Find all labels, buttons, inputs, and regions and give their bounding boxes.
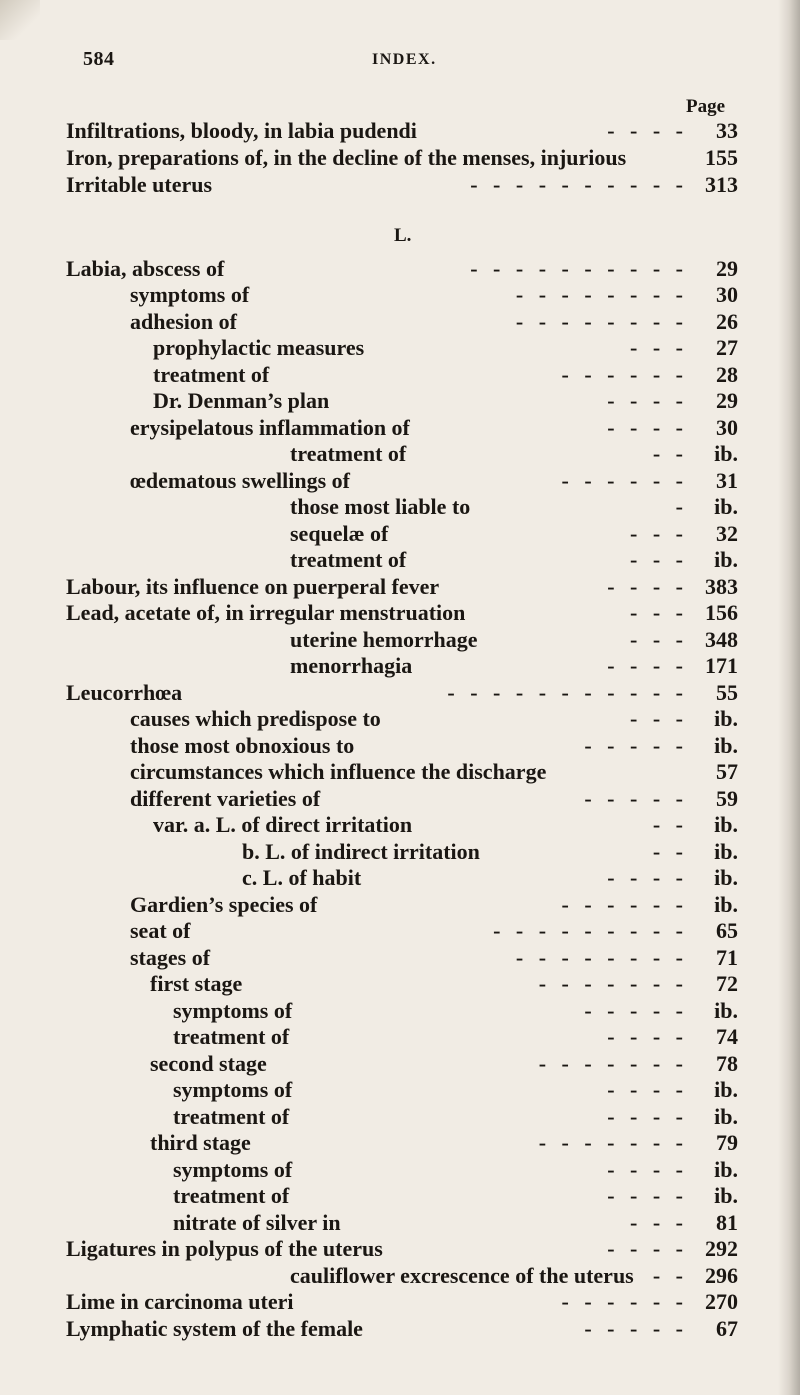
- entry-text: seat of: [130, 918, 191, 943]
- entry-page-number: 171: [705, 653, 738, 678]
- index-entry: [0, 945, 800, 971]
- index-entry: [0, 918, 800, 944]
- entry-text: sequelæ of: [290, 521, 389, 546]
- index-entry: [0, 971, 800, 997]
- index-entry: [0, 1157, 800, 1183]
- entry-text: Irritable uterus: [66, 172, 213, 197]
- entry-text: cauliflower excrescence of the uterus: [290, 1263, 634, 1288]
- entry-page-number: 57: [716, 759, 738, 784]
- entry-text: those most obnoxious to: [130, 733, 355, 758]
- entry-text: Labour, its influence on puerperal fever: [66, 574, 440, 599]
- entry-page-number: 74: [716, 1024, 738, 1049]
- index-entry: [0, 145, 800, 171]
- entry-text: c. L. of habit: [242, 865, 362, 890]
- dot-leader: - - -: [630, 335, 688, 360]
- entry-page-number: ib.: [714, 839, 738, 864]
- index-entry: [0, 786, 800, 812]
- dot-leader: - - - -: [607, 415, 688, 440]
- index-entry: [0, 653, 800, 679]
- entry-page-number: 71: [716, 945, 738, 970]
- entry-page-number: ib.: [714, 1104, 738, 1129]
- index-entry: [0, 415, 800, 441]
- index-entry: [0, 1130, 800, 1156]
- dot-leader: - - -: [630, 706, 688, 731]
- entry-page-number: 292: [705, 1236, 738, 1261]
- index-entry: [0, 812, 800, 838]
- dot-leader: - - - -: [607, 388, 688, 413]
- dot-leader: - -: [652, 1263, 688, 1288]
- dot-leader: - - - -: [607, 653, 688, 678]
- index-entry: [0, 998, 800, 1024]
- dot-leader: - - - - - - -: [538, 1130, 688, 1155]
- index-entry: [0, 1077, 800, 1103]
- entry-page-number: 67: [716, 1316, 738, 1341]
- entry-page-number: ib.: [714, 441, 738, 466]
- entry-page-number: ib.: [714, 1157, 738, 1182]
- entry-page-number: ib.: [714, 1183, 738, 1208]
- index-entry: [0, 1263, 800, 1289]
- index-entry: [0, 362, 800, 388]
- index-entry: [0, 1289, 800, 1315]
- index-entry: [0, 282, 800, 308]
- dot-leader: - - - -: [607, 865, 688, 890]
- entry-page-number: 313: [705, 172, 738, 197]
- page-column-label: Page: [686, 96, 726, 117]
- dot-leader: - - -: [630, 547, 688, 572]
- entry-page-number: ib.: [714, 494, 738, 519]
- dot-leader: -: [675, 494, 688, 519]
- index-entry: [0, 706, 800, 732]
- entry-page-number: ib.: [714, 706, 738, 731]
- entry-text: Leucorrhœa: [66, 680, 183, 705]
- index-entry: [0, 494, 800, 520]
- entry-page-number: 81: [716, 1210, 738, 1235]
- entry-text: uterine hemorrhage: [290, 627, 478, 652]
- entry-page-number: 156: [705, 600, 738, 625]
- index-entry: [0, 1051, 800, 1077]
- entry-text: causes which predispose to: [130, 706, 381, 731]
- dot-leader: - - - - - - - -: [515, 945, 688, 970]
- entry-page-number: 155: [705, 145, 738, 170]
- entry-page-number: 65: [716, 918, 738, 943]
- dot-leader: - - - - -: [584, 1316, 688, 1341]
- entry-page-number: 296: [705, 1263, 738, 1288]
- index-entry: [0, 256, 800, 282]
- index-entry: [0, 388, 800, 414]
- entry-page-number: 33: [716, 118, 738, 143]
- index-entry: [0, 733, 800, 759]
- entry-page-number: 32: [716, 521, 738, 546]
- entry-page-number: 30: [716, 282, 738, 307]
- entry-text: nitrate of silver in: [173, 1210, 341, 1235]
- entry-text: different varieties of: [130, 786, 321, 811]
- index-entry: [0, 759, 800, 785]
- entry-page-number: 27: [716, 335, 738, 360]
- index-entry: [0, 1104, 800, 1130]
- dot-leader: - - - - - - - - - -: [470, 256, 688, 281]
- index-entry: [0, 574, 800, 600]
- entry-text: treatment of: [173, 1104, 290, 1129]
- entry-text: Gardien’s species of: [130, 892, 318, 917]
- entry-text: Lymphatic system of the female: [66, 1316, 363, 1341]
- entry-page-number: 383: [705, 574, 738, 599]
- dot-leader: - -: [652, 441, 688, 466]
- section-letter: L.: [394, 225, 412, 246]
- entry-text: treatment of: [290, 441, 407, 466]
- entry-text: treatment of: [153, 362, 270, 387]
- entry-text: those most liable to: [290, 494, 471, 519]
- index-entry: [0, 627, 800, 653]
- entry-page-number: ib.: [714, 892, 738, 917]
- index-entry: [0, 1024, 800, 1050]
- index-entry: [0, 1183, 800, 1209]
- entry-page-number: ib.: [714, 812, 738, 837]
- entry-page-number: 26: [716, 309, 738, 334]
- dot-leader: - - - -: [607, 1157, 688, 1182]
- dot-leader: - - - -: [607, 1236, 688, 1261]
- dot-leader: - - - - - -: [561, 362, 688, 387]
- entry-text: treatment of: [173, 1024, 290, 1049]
- entry-page-number: ib.: [714, 733, 738, 758]
- entry-page-number: 72: [716, 971, 738, 996]
- entry-page-number: ib.: [714, 998, 738, 1023]
- index-entry: [0, 468, 800, 494]
- entry-text: b. L. of indirect irritation: [242, 839, 480, 864]
- index-entry: [0, 547, 800, 573]
- entry-page-number: 59: [716, 786, 738, 811]
- entry-text: Labia, abscess of: [66, 256, 225, 281]
- dot-leader: - - - - - - - -: [515, 282, 688, 307]
- entry-text: symptoms of: [173, 1157, 293, 1182]
- dot-leader: - - -: [630, 521, 688, 546]
- dot-leader: - - - -: [607, 1104, 688, 1129]
- running-head: INDEX.: [372, 51, 437, 68]
- entry-text: stages of: [130, 945, 211, 970]
- dot-leader: - - - - -: [584, 998, 688, 1023]
- entry-page-number: ib.: [714, 547, 738, 572]
- dot-leader: - - -: [630, 1210, 688, 1235]
- entry-text: Iron, preparations of, in the decline of the menses, injurious: [66, 145, 627, 170]
- dot-leader: - - - - - - - -: [515, 309, 688, 334]
- index-entry: [0, 1236, 800, 1262]
- dot-leader: - - - - - - - - - - -: [447, 680, 688, 705]
- entry-text: prophylactic measures: [153, 335, 365, 360]
- dot-leader: - - - -: [607, 1077, 688, 1102]
- index-entry: [0, 600, 800, 626]
- entry-page-number: ib.: [714, 1077, 738, 1102]
- entry-text: symptoms of: [173, 998, 293, 1023]
- entry-text: first stage: [150, 971, 243, 996]
- index-entry: [0, 1210, 800, 1236]
- dot-leader: - - - - - - - - -: [493, 918, 688, 943]
- entry-page-number: 28: [716, 362, 738, 387]
- dot-leader: - - - -: [607, 574, 688, 599]
- dot-leader: - - - - - - -: [538, 971, 688, 996]
- dot-leader: - -: [652, 839, 688, 864]
- entry-text: var. a. L. of direct irritation: [153, 812, 413, 837]
- index-entry: [0, 118, 800, 144]
- entry-page-number: 55: [716, 680, 738, 705]
- entry-text: circumstances which influence the discharge: [130, 759, 547, 784]
- entry-page-number: ib.: [714, 865, 738, 890]
- entry-text: œdematous swellings of: [130, 468, 351, 493]
- entry-text: erysipelatous inflammation of: [130, 415, 410, 440]
- entry-text: symptoms of: [173, 1077, 293, 1102]
- page-number: 584: [83, 48, 115, 70]
- entry-page-number: 30: [716, 415, 738, 440]
- dot-leader: - - - -: [607, 1183, 688, 1208]
- entry-text: second stage: [150, 1051, 267, 1076]
- entry-page-number: 79: [716, 1130, 738, 1155]
- index-entry: [0, 441, 800, 467]
- entry-page-number: 29: [716, 388, 738, 413]
- index-entry: [0, 172, 800, 198]
- entry-text: Dr. Denman’s plan: [153, 388, 330, 413]
- index-entry: [0, 839, 800, 865]
- entry-text: treatment of: [173, 1183, 290, 1208]
- index-entry: [0, 521, 800, 547]
- entry-page-number: 270: [705, 1289, 738, 1314]
- dot-leader: - - -: [630, 627, 688, 652]
- dot-leader: - - - - - - -: [538, 1051, 688, 1076]
- dot-leader: - - - - - -: [561, 468, 688, 493]
- entry-text: third stage: [150, 1130, 251, 1155]
- index-entry: [0, 1316, 800, 1342]
- entry-text: Lime in carcinoma uteri: [66, 1289, 294, 1314]
- dot-leader: - - - -: [607, 1024, 688, 1049]
- index-entry: [0, 309, 800, 335]
- dot-leader: - -: [652, 812, 688, 837]
- entry-text: treatment of: [290, 547, 407, 572]
- entry-text: Ligatures in polypus of the uterus: [66, 1236, 383, 1261]
- entry-text: Lead, acetate of, in irregular menstruation: [66, 600, 466, 625]
- entry-text: menorrhagia: [290, 653, 413, 678]
- dot-leader: - - - -: [607, 118, 688, 143]
- entry-page-number: 29: [716, 256, 738, 281]
- entry-text: symptoms of: [130, 282, 250, 307]
- index-entry: [0, 865, 800, 891]
- index-entry: [0, 335, 800, 361]
- index-entry: [0, 892, 800, 918]
- dot-leader: - - - - -: [584, 786, 688, 811]
- dot-leader: - - - - - - - - - -: [470, 172, 688, 197]
- index-entry: [0, 680, 800, 706]
- entry-page-number: 348: [705, 627, 738, 652]
- entry-page-number: 78: [716, 1051, 738, 1076]
- entry-text: adhesion of: [130, 309, 237, 334]
- dot-leader: - - - - -: [584, 733, 688, 758]
- entry-text: Infiltrations, bloody, in labia pudendi: [66, 118, 417, 143]
- dot-leader: - - -: [630, 600, 688, 625]
- dot-leader: - - - - - -: [561, 892, 688, 917]
- dot-leader: - - - - - -: [561, 1289, 688, 1314]
- entry-page-number: 31: [716, 468, 738, 493]
